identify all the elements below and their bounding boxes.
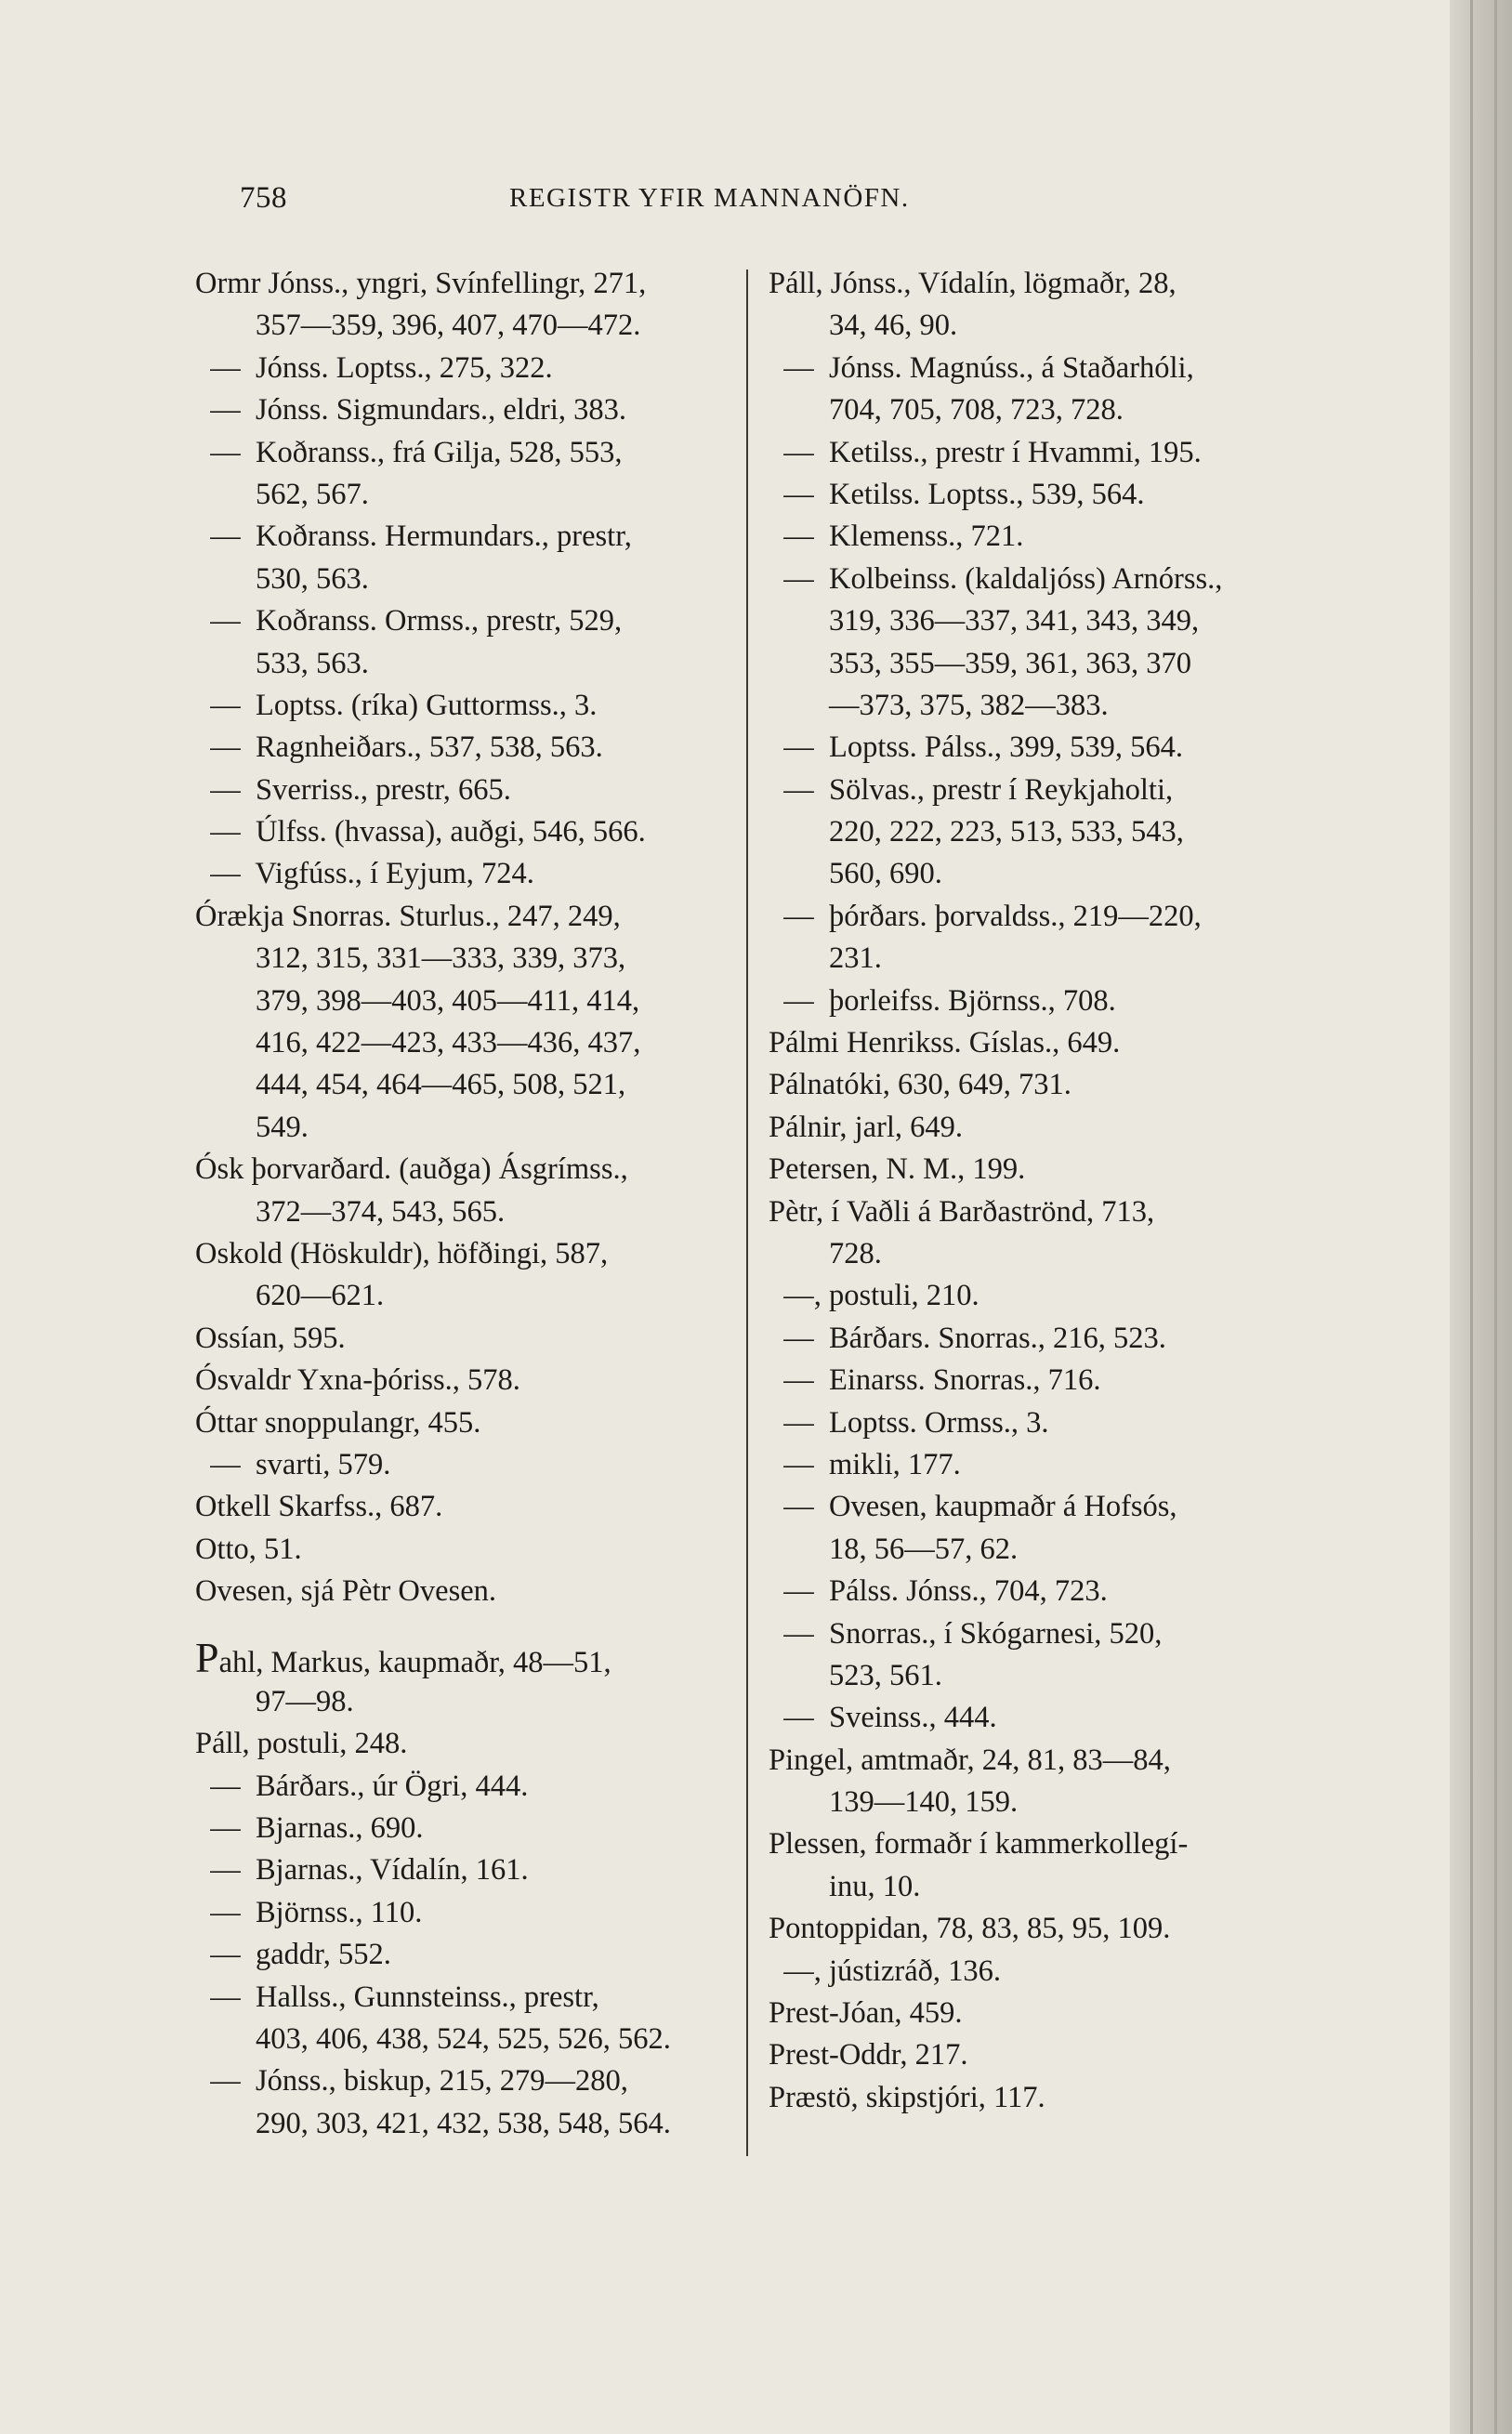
index-entry-line: — Bjarnas., Vídalín, 161. (195, 1853, 529, 1888)
index-entry-line: — svarti, 579. (195, 1447, 391, 1481)
index-entry-line: 416, 422—423, 433—436, 437, (195, 1026, 641, 1060)
index-entry-line: 728. (769, 1236, 882, 1270)
index-entry-line: Órækja Snorras. Sturlus., 247, 249, (195, 899, 621, 933)
index-entry-line: 523, 561. (769, 1658, 942, 1692)
index-entry-line: — Björnss., 110. (195, 1895, 423, 1929)
index-entry-line: — Jónss., biskup, 215, 279—280, (195, 2064, 628, 2099)
index-entry-line: 620—621. (195, 1279, 385, 1313)
index-entry-line: — Koðranss. Hermundars., prestr, (195, 520, 632, 554)
right-index-column (769, 263, 1312, 2119)
index-entry-line: — Klemenss., 721. (769, 520, 1024, 554)
index-entry-line: — mikli, 177. (769, 1447, 961, 1481)
index-entry-line: — Pálss. Jónss., 704, 723. (769, 1574, 1108, 1609)
index-entry-line: Petersen, N. M., 199. (769, 1152, 1026, 1187)
index-entry-line: inu, 10. (769, 1869, 921, 1903)
page-number: 758 (240, 181, 287, 215)
index-entry-line: Ovesen, sjá Pètr Ovesen. (195, 1574, 497, 1609)
index-entry-line: — Einarss. Snorras., 716. (769, 1363, 1101, 1398)
edge-line (1494, 0, 1497, 2434)
index-entry-text: ahl, Markus, kaupmaðr, 48—51, (218, 1645, 611, 1679)
index-entry-line: Pètr, í Vaðli á Barðaströnd, 713, (769, 1194, 1155, 1229)
index-entry-line: Óttar snoppulangr, 455. (195, 1405, 481, 1440)
index-entry-line: 34, 46, 90. (769, 309, 958, 343)
index-entry-line: — Jónss. Magnúss., á Staðarhóli, (769, 350, 1194, 385)
index-entry-line: — Koðranss., frá Gilja, 528, 553, (195, 435, 623, 469)
index-entry-line: Ósvaldr Yxna-þóriss., 578. (195, 1363, 520, 1398)
index-entry-line: 549. (195, 1110, 309, 1144)
index-entry-line: —, jústizráð, 136. (769, 1954, 1002, 1988)
index-entry-line: Otto, 51. (195, 1532, 302, 1566)
index-entry-line: Pálnatóki, 630, 649, 731. (769, 1068, 1072, 1102)
index-entry-line: 530, 563. (195, 561, 369, 596)
index-entry-line: —373, 375, 382—383. (769, 688, 1109, 722)
index-entry-line: Prest-Oddr, 217. (769, 2038, 968, 2072)
index-entry-line: Pontoppidan, 78, 83, 85, 95, 109. (769, 1912, 1171, 1946)
index-entry-line: — Sverriss., prestr, 665. (195, 772, 511, 807)
index-entry-line: — Snorras., í Skógarnesi, 520, (769, 1616, 1163, 1651)
index-entry-line: — þórðars. þorvaldss., 219—220, (769, 899, 1202, 933)
index-entry-line: — Loptss. (ríka) Guttormss., 3. (195, 688, 598, 722)
column-divider (746, 270, 748, 2156)
index-entry-line: — Jónss. Loptss., 275, 322. (195, 350, 553, 385)
index-entry-line: Oskold (Höskuldr), höfðingi, 587, (195, 1236, 609, 1270)
index-entry-line: Pingel, amtmaðr, 24, 81, 83—84, (769, 1743, 1171, 1777)
index-entry-line: 357—359, 396, 407, 470—472. (195, 309, 641, 343)
index-entry-line: —, postuli, 210. (769, 1279, 980, 1313)
index-entry-line: 372—374, 543, 565. (195, 1194, 506, 1229)
index-entry-line: Páll, postuli, 248. (195, 1727, 408, 1761)
index-entry-line: — Ketilss. Loptss., 539, 564. (769, 477, 1145, 511)
index-entry-line: 444, 454, 464—465, 508, 521, (195, 1068, 626, 1102)
index-entry-line: 290, 303, 421, 432, 538, 548, 564. (195, 2106, 671, 2140)
index-entry-line: 533, 563. (195, 646, 369, 680)
index-entry-line: — Vigfúss., í Eyjum, 724. (195, 857, 534, 891)
left-index-column (195, 263, 739, 2145)
index-entry-line: 139—140, 159. (769, 1785, 1019, 1820)
index-entry-line: Pálnir, jarl, 649. (769, 1110, 964, 1144)
index-entry-line: 97—98. (195, 1684, 354, 1718)
index-entry-line: — Sveinss., 444. (769, 1701, 997, 1735)
index-entry-line: — Ovesen, kaupmaðr á Hofsós, (769, 1490, 1177, 1524)
index-entry-line: 353, 355—359, 361, 363, 370 (769, 646, 1191, 680)
index-entry-line: — Bárðars., úr Ögri, 444. (195, 1769, 529, 1803)
index-entry-line: — Koðranss. Ormss., prestr, 529, (195, 604, 623, 638)
index-entry-line: — þorleifss. Björnss., 708. (769, 983, 1116, 1018)
index-entry-line: Prest-Jóan, 459. (769, 1996, 963, 2031)
index-entry-line: 379, 398—403, 405—411, 414, (195, 983, 640, 1018)
index-entry-line: 704, 705, 708, 723, 728. (769, 393, 1124, 428)
index-entry-line: — Ragnheiðars., 537, 538, 563. (195, 730, 603, 765)
index-entry-line: Páll, Jónss., Vídalín, lögmaðr, 28, (769, 267, 1177, 300)
index-entry-line: 403, 406, 438, 524, 525, 526, 562. (195, 2022, 671, 2057)
index-entry-line: — Kolbeinss. (kaldaljóss) Arnórss., (769, 561, 1223, 596)
index-entry-line: 312, 315, 331—333, 339, 373, (195, 941, 626, 976)
index-entry-line: 560, 690. (769, 857, 942, 891)
page-header (240, 181, 983, 228)
index-entry-line: — Úlfss. (hvassa), auðgi, 546, 566. (195, 815, 646, 849)
index-entry-line: Otkell Skarfss., 687. (195, 1490, 443, 1524)
index-entry-line: — Hallss., Gunnsteinss., prestr, (195, 1980, 599, 2014)
index-entry-line: Ormr Jónss., yngri, Svínfellingr, 271, (195, 267, 647, 300)
index-entry-line: — Sölvas., prestr í Reykjaholti, (769, 772, 1174, 807)
index-entry-line: 319, 336—337, 341, 343, 349, (769, 604, 1200, 638)
section-start-line (195, 1633, 739, 1681)
index-entry-line: 220, 222, 223, 513, 533, 543, (769, 815, 1184, 849)
index-entry-line: — Loptss. Pálss., 399, 539, 564. (769, 730, 1184, 765)
index-entry-line: Præstö, skipstjóri, 117. (769, 2080, 1045, 2114)
edge-line (1470, 0, 1473, 2434)
index-entry-line: Plessen, formaðr í kammerkollegí- (769, 1827, 1189, 1862)
index-entry-line: — Bárðars. Snorras., 216, 523. (769, 1321, 1166, 1355)
index-entry-line: — gaddr, 552. (195, 1938, 391, 1972)
section-initial-letter: P (195, 1633, 219, 1681)
page-edge (1450, 0, 1512, 2434)
index-entry-line: — Ketilss., prestr í Hvammi, 195. (769, 435, 1202, 469)
index-entry-line: — Jónss. Sigmundars., eldri, 383. (195, 393, 627, 428)
index-entry-line: — Loptss. Ormss., 3. (769, 1405, 1049, 1440)
running-title: REGISTR YFIR MANNANÖFN. (509, 183, 910, 213)
index-entry-line: 231. (769, 941, 882, 976)
index-entry-line: Ossían, 595. (195, 1321, 346, 1355)
index-entry-line: Pálmi Henrikss. Gíslas., 649. (769, 1026, 1121, 1060)
index-entry-line: — Bjarnas., 690. (195, 1811, 424, 1846)
index-entry-line: Ósk þorvarðard. (auðga) Ásgrímss., (195, 1152, 628, 1187)
section-gap (195, 1613, 739, 1639)
index-entry-line: 18, 56—57, 62. (769, 1532, 1019, 1566)
index-entry-line: 562, 567. (195, 477, 369, 511)
